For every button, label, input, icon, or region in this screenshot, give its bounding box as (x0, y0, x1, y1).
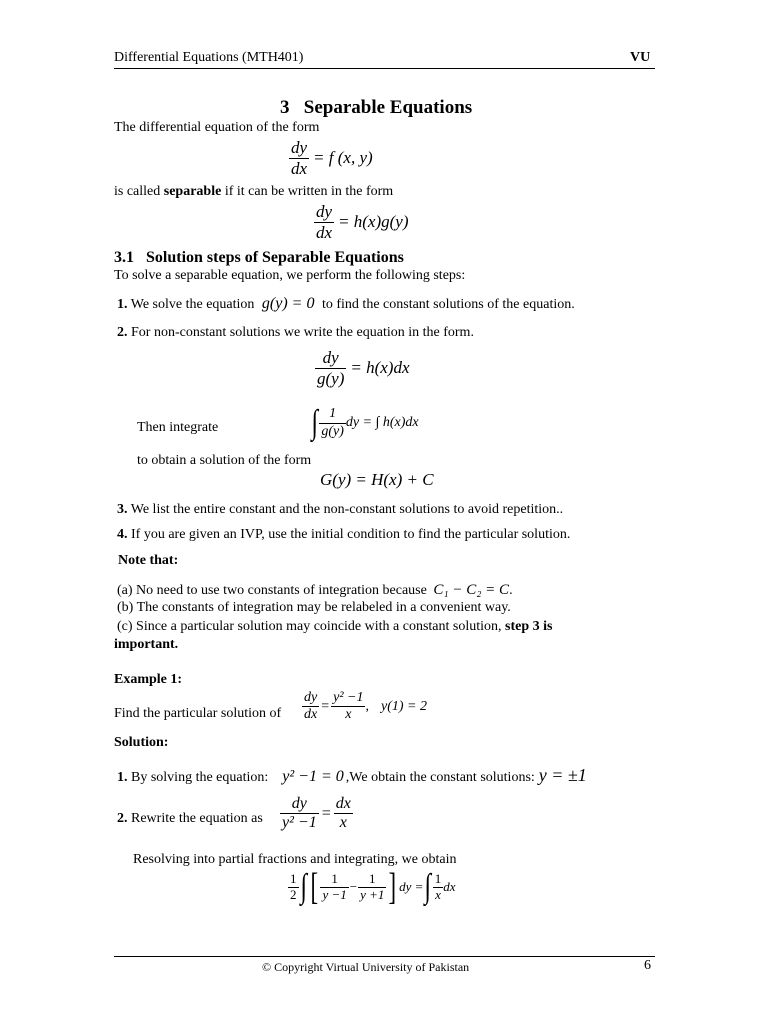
note-c-bold: step 3 is (505, 619, 553, 634)
step-1-post: to find the constant solutions of the equation. (321, 297, 575, 312)
integral-sign-icon: ∫ (299, 868, 307, 905)
section-title (280, 97, 472, 119)
solution-step-1-number: 1. (117, 770, 128, 785)
solution-step-2 (117, 811, 263, 827)
eq2-denominator: dx (316, 222, 333, 242)
solution-step-2-pre: Rewrite the equation as (131, 811, 263, 826)
ex-comma: , (365, 698, 369, 714)
pf-minus: − (349, 879, 358, 894)
intro-line1: The differential equation of the form (114, 120, 320, 135)
left-bracket-icon: [ (310, 866, 318, 908)
steps-intro: To solve a separable equation, we perform the following steps: (114, 268, 466, 283)
ex-lhs-den: dx (304, 707, 318, 723)
pf-b-num: 1 (369, 870, 376, 886)
example-find: Find the particular solution of (114, 706, 282, 721)
step-3-text: We list the entire constant and the non-constant solutions to avoid repetition.. (130, 502, 564, 517)
note-a-equation: C₁ − C₂ = C (433, 582, 510, 598)
header-right: VU (630, 50, 651, 65)
solution-step-2-number: 2. (117, 811, 128, 826)
integral-equation (310, 406, 419, 440)
ex-initial-condition: y(1) = 2 (380, 698, 427, 714)
note-a (117, 582, 513, 599)
subsection-number: 3.1 (114, 249, 134, 266)
eq2-numerator: dy (316, 202, 333, 221)
intro-line2 (114, 184, 393, 200)
step-1 (117, 296, 575, 313)
header-rule (114, 68, 655, 69)
resolving-text: Resolving into partial fractions and integrating, we obtain (133, 852, 457, 867)
pf-rhs-den: x (435, 886, 441, 902)
page-number: 6 (644, 958, 651, 973)
then-integrate: Then integrate (137, 420, 219, 435)
note-b: (b) The constants of integration may be relabeled in a convenient way. (117, 600, 511, 615)
note-a-text: (a) No need to use two constants of integration because (117, 583, 427, 598)
eq3-rhs: = h(x)dx (350, 358, 410, 378)
right-bracket-icon: ] (388, 866, 397, 908)
pf-rhs-post: dx (443, 879, 456, 894)
constant-solutions: y = ±1 (538, 765, 587, 785)
pf-a-num: 1 (331, 870, 338, 886)
step-4-text: If you are given an IVP, use the initial condition to find the particular solution. (131, 527, 571, 542)
rw-rhs-num: dx (335, 795, 351, 812)
int-rhs: dy = ∫ h(x)dx (345, 415, 419, 430)
header-title: Differential Equations (MTH401) (114, 50, 304, 65)
rw-rhs-den: x (339, 814, 347, 832)
ex-lhs-num: dy (304, 690, 318, 705)
integral-sign-icon: ∫ (311, 404, 318, 441)
eq1-numerator: dy (291, 138, 308, 157)
subsection-title-text: Solution steps of Separable Equations (146, 249, 404, 266)
equation-general (289, 138, 373, 178)
step-2 (117, 325, 474, 341)
ex-rhs-num: y² −1 (333, 690, 364, 705)
step-3-number: 3. (117, 502, 128, 517)
example-title: Example 1: (114, 672, 183, 687)
int-numerator: 1 (329, 406, 337, 422)
step-1-number: 1. (117, 297, 128, 312)
solution-step-1 (117, 767, 587, 786)
intro-line2-post: if it can be written in the form (221, 184, 394, 199)
ex-rhs-den: x (345, 707, 352, 723)
rewritten-equation (280, 795, 353, 833)
rw-lhs-den: y² −1 (282, 814, 317, 832)
eq1-rhs: = f (x, y) (313, 148, 373, 168)
step-4-number: 4. (117, 527, 128, 542)
note-c-bold-2: important. (114, 637, 179, 652)
general-solution: G(y) = H(x) + C (320, 470, 434, 489)
pf-half-den: 2 (290, 886, 297, 902)
pf-rhs-pre: dy = (399, 879, 424, 894)
solution-step-1-eq: y² −1 = 0 (282, 768, 344, 785)
eq2-rhs: = h(x)g(y) (338, 212, 409, 232)
int-denominator: g(y) (321, 423, 344, 439)
footer-rule (114, 956, 655, 957)
section-title-text: Separable Equations (303, 97, 473, 118)
separable-term: separable (163, 184, 222, 199)
note-title: Note that: (118, 553, 179, 568)
intro-line2-pre: is called (114, 184, 164, 199)
section-number: 3 (280, 97, 290, 118)
partial-fraction-equation (288, 868, 455, 906)
equation-separated (315, 348, 410, 388)
eq3-numerator: dy (322, 348, 339, 367)
pf-a-den: y −1 (322, 886, 347, 902)
note-c-text: (c) Since a particular solution may coincide with a constant solution, (117, 619, 502, 634)
note-a-end: . (509, 583, 513, 598)
step-2-number: 2. (117, 325, 128, 340)
pf-b-den: y +1 (360, 886, 385, 902)
step-1-pre: We solve the equation (130, 297, 255, 312)
eq1-denominator: dx (291, 158, 308, 178)
solution-step-1-mid: ,We obtain the constant solutions: (345, 770, 535, 785)
equation-separable (314, 202, 409, 242)
rw-equals: = (321, 804, 331, 822)
obtain-text: to obtain a solution of the form (137, 453, 312, 468)
pf-half-num: 1 (290, 870, 297, 886)
subsection-title (114, 249, 404, 267)
ex-equals: = (321, 698, 330, 714)
solution-step-1-pre: By solving the equation: (131, 770, 269, 785)
step-1-equation: g(y) = 0 (261, 295, 315, 312)
note-c (117, 619, 552, 635)
footer-copyright: © Copyright Virtual University of Pakistan (262, 960, 470, 974)
step-4 (117, 527, 570, 543)
integral-sign-icon: ∫ (424, 868, 432, 905)
example-equation (302, 690, 427, 723)
eq3-denominator: g(y) (317, 368, 345, 388)
step-3 (117, 502, 563, 518)
rw-lhs-num: dy (291, 795, 307, 812)
pf-rhs-num: 1 (434, 870, 442, 886)
step-2-text: For non-constant solutions we write the equation in the form. (131, 325, 474, 340)
solution-label: Solution: (114, 735, 169, 750)
